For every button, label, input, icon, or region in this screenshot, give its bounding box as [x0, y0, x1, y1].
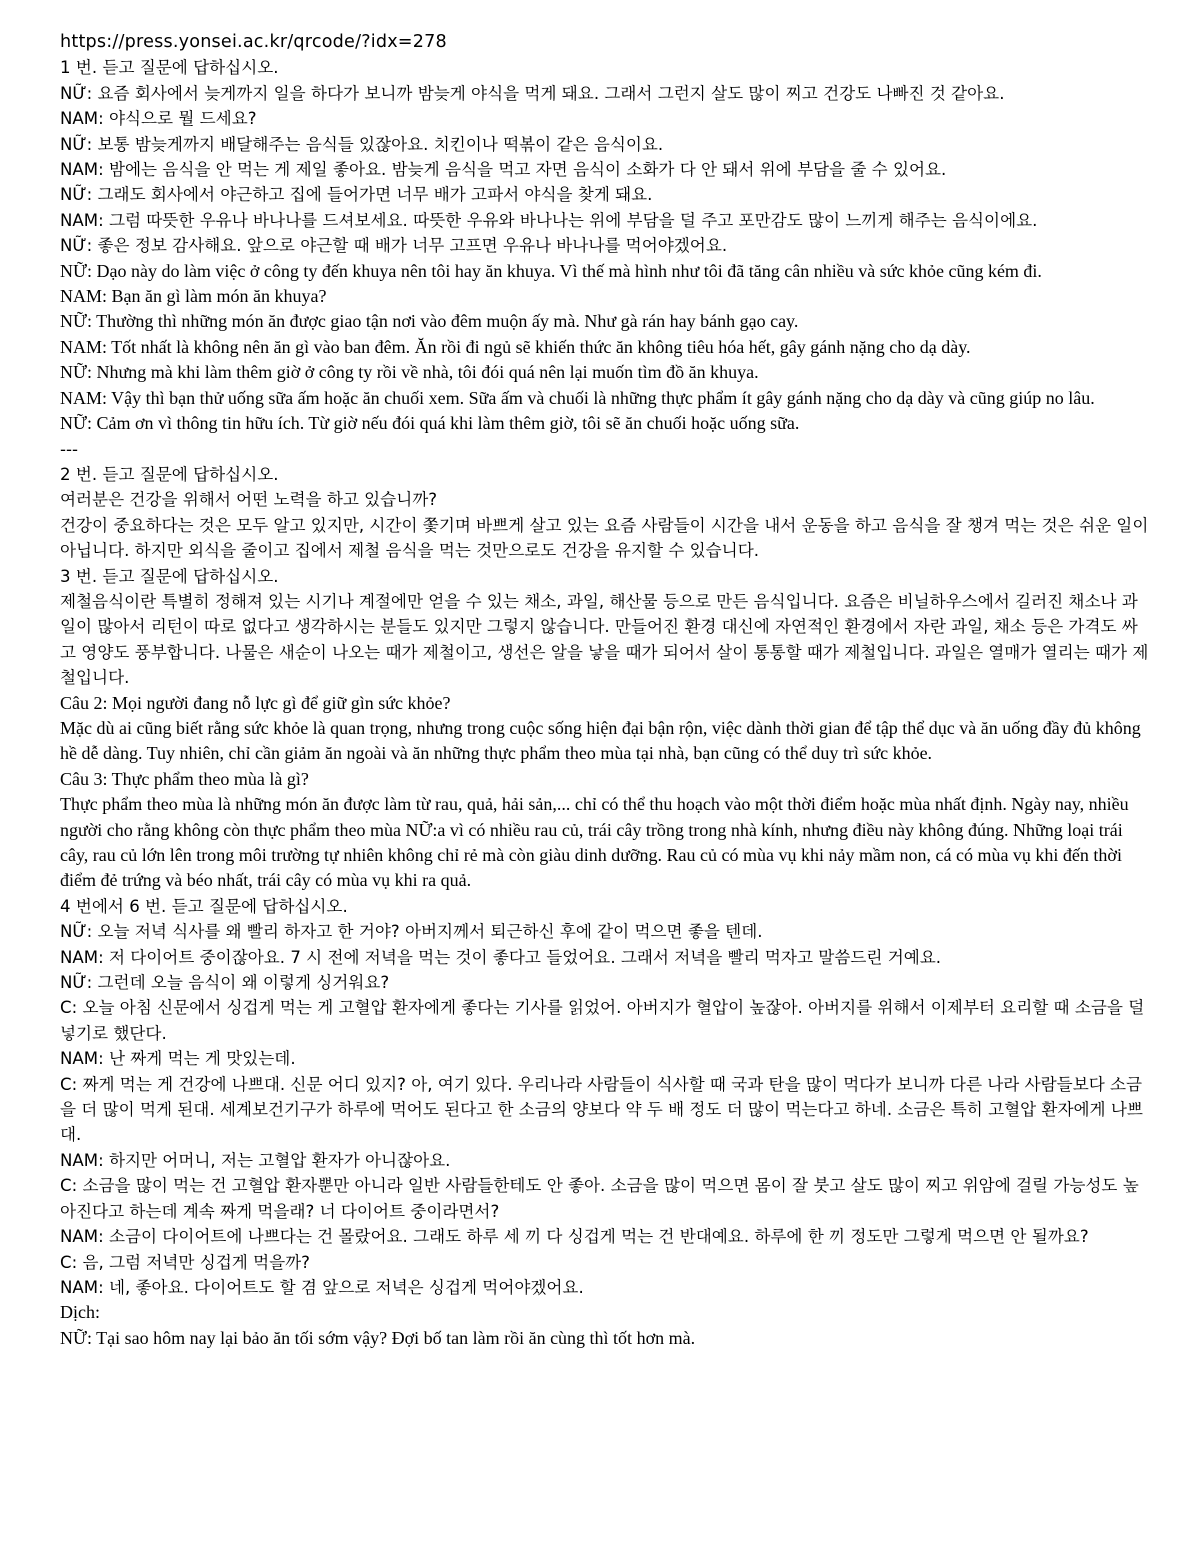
text-line: NỮ: Nhưng mà khi làm thêm giờ ở công ty rồi về nhà, tôi đói quá nên lại muốn tìm đồ ăn khuya.	[60, 362, 759, 383]
text-line: NỮ: Tại sao hôm nay lại bảo ăn tối sớm vậy? Đợi bố tan làm rồi ăn cùng thì tốt hơn mà.	[60, 1327, 696, 1348]
text-line: C: 음, 그럼 저녁만 싱겁게 먹을까?	[60, 1252, 310, 1272]
text-line: NỮ: Dạo này do làm việc ở công ty đến khuya nên tôi hay ăn khuya. Vì thế mà hình như tôi đã tăng cân nhiều và sức khỏe cũng kém đi.	[60, 260, 1042, 281]
text-line: NỮ: 요즘 회사에서 늦게까지 일을 하다가 보니까 밤늦게 야식을 먹게 돼요. 그래서 그런지 살도 많이 찌고 건강도 나빠진 것 같아요.	[60, 83, 1005, 103]
text-line: NỮ: 좋은 정보 감사해요. 앞으로 야근할 때 배가 너무 고프면 우유나 바나나를 먹어야겠어요.	[60, 236, 728, 256]
text-line: Thực phẩm theo mùa là những món ăn được làm từ rau, quả, hải sản,... chỉ có thể thu hoạch vào một thời điểm hoặc mùa nhất định. Ngày nay, nhiều người cho rằng không còn thực phẩm theo mùa NỮ:a vì có nhiều rau củ, trái cây trồng trong nhà kính, nhưng điều này không đúng. Những loại trái cây, rau củ lớn lên trong môi trường tự nhiên không chỉ rẻ mà còn giàu dinh dưỡng. Rau củ có mùa vụ khi nảy mầm non, cá có mùa vụ khi đến thời điểm đẻ trứng và béo nhất, trái cây có mùa vụ khi ra quả.	[60, 794, 1129, 891]
text-line: C: 짜게 먹는 게 건강에 나쁘대. 신문 어디 있지? 아, 여기 있다. 우리나라 사람들이 식사할 때 국과 탄을 많이 먹다가 보니까 다른 나라 사람들보다 소금을 더 많이 먹게 된대. 세계보건기구가 하루에 먹어도 된다고 한 소금의 양보다 약 두 배 정도 더 많이 먹는다고 하네. 소금은 특히 고혈압 환자에게 나쁘대.	[60, 1074, 1143, 1145]
text-line: NỮ: Thường thì những món ăn được giao tận nơi vào đêm muộn ấy mà. Như gà rán hay bánh gạo cay.	[60, 311, 799, 332]
qrcode-url-line: https://press.yonsei.ac.kr/qrcode/?idx=278	[60, 32, 447, 52]
document-page	[60, 30, 1150, 1351]
text-line: NỮ: 그런데 오늘 음식이 왜 이렇게 싱거워요?	[60, 973, 390, 993]
text-line: C: 오늘 아침 신문에서 싱겁게 먹는 게 고혈압 환자에게 좋다는 기사를 읽었어. 아버지가 혈압이 높잖아. 아버지를 위해서 이제부터 요리할 때 소금을 덜 넣기로 했단다.	[60, 998, 1145, 1043]
text-line: NAM: 네, 좋아요. 다이어트도 할 겸 앞으로 저녁은 싱겁게 먹어야겠어요.	[60, 1277, 584, 1297]
text-line: NAM: Vậy thì bạn thử uống sữa ấm hoặc ăn chuối xem. Sữa ấm và chuối là những thực phẩm ít gây gánh nặng cho dạ dày và cũng giúp no lâu.	[60, 387, 1095, 408]
text-line: NAM: 난 짜게 먹는 게 맛있는데.	[60, 1049, 296, 1069]
text-line: NAM: 하지만 어머니, 저는 고혈압 환자가 아니잖아요.	[60, 1150, 451, 1170]
text-line: NỮ: 오늘 저녁 식사를 왜 빨리 하자고 한 거야? 아버지께서 퇴근하신 후에 같이 먹으면 좋을 텐데.	[60, 922, 763, 942]
text-line: NAM: 야식으로 뭘 드세요?	[60, 109, 257, 129]
text-line: Dịch:	[60, 1302, 100, 1323]
text-line: NAM: 밤에는 음식을 안 먹는 게 제일 좋아요. 밤늦게 음식을 먹고 자면 음식이 소화가 다 안 돼서 위에 부담을 줄 수 있어요.	[60, 160, 947, 180]
text-line: 여러분은 건강을 위해서 어떤 노력을 하고 있습니까?	[60, 490, 438, 510]
text-line: NAM: 소금이 다이어트에 나쁘다는 건 몰랐어요. 그래도 하루 세 끼 다 싱겁게 먹는 건 반대예요. 하루에 한 끼 정도만 그렇게 먹으면 안 될까요?	[60, 1227, 1089, 1247]
text-line: NAM: Bạn ăn gì làm món ăn khuya?	[60, 286, 327, 307]
text-line: Mặc dù ai cũng biết rằng sức khỏe là quan trọng, nhưng trong cuộc sống hiện đại bận rộn, việc dành thời gian để tập thể dục và ăn uống đầy đủ không hề dễ dàng. Tuy nhiên, chỉ cần giảm ăn ngoài và ăn những thực phẩm theo mùa tại nhà, bạn cũng có thể duy trì sức khỏe.	[60, 717, 1141, 764]
text-line: ---	[60, 439, 78, 459]
text-line: 2 번. 듣고 질문에 답하십시오.	[60, 464, 279, 484]
text-line: Câu 2: Mọi người đang nỗ lực gì để giữ gìn sức khỏe?	[60, 692, 451, 713]
text-line: Câu 3: Thực phẩm theo mùa là gì?	[60, 768, 309, 789]
text-line: NỮ: 그래도 회사에서 야근하고 집에 들어가면 너무 배가 고파서 야식을 찾게 돼요.	[60, 185, 653, 205]
text-line: NAM: 그럼 따뜻한 우유나 바나나를 드셔보세요. 따뜻한 우유와 바나나는 위에 부담을 덜 주고 포만감도 많이 느끼게 해주는 음식이에요.	[60, 210, 1038, 230]
text-line: NAM: Tốt nhất là không nên ăn gì vào ban đêm. Ăn rồi đi ngủ sẽ khiến thức ăn không tiêu hóa hết, gây gánh nặng cho dạ dày.	[60, 336, 971, 357]
text-line: NAM: 저 다이어트 중이잖아요. 7 시 전에 저녁을 먹는 것이 좋다고 들었어요. 그래서 저녁을 빨리 먹자고 말씀드린 거예요.	[60, 947, 942, 967]
text-line: 제철음식이란 특별히 정해져 있는 시기나 계절에만 얻을 수 있는 채소, 과일, 해산물 등으로 만든 음식입니다. 요즘은 비닐하우스에서 길러진 채소나 과일이 많아서 리턴이 따로 없다고 생각하시는 분들도 있지만 그렇지 않습니다. 만들어진 환경 대신에 자연적인 환경에서 자란 과일, 채소 등은 가격도 싸고 영양도 풍부합니다. 나물은 새순이 나오는 때가 제철이고, 생선은 알을 낳을 때가 되어서 살이 통통할 때가 제철입니다. 과일은 열매가 열리는 때가 제철입니다.	[60, 591, 1149, 688]
text-line: 건강이 중요하다는 것은 모두 알고 있지만, 시간이 쫓기며 바쁘게 살고 있는 요즘 사람들이 시간을 내서 운동을 하고 음식을 잘 챙겨 먹는 것은 쉬운 일이 아닙니다. 하지만 외식을 줄이고 집에서 제철 음식을 먹는 것만으로도 건강을 유지할 수 있습니다.	[60, 515, 1149, 561]
text-line: 1 번. 듣고 질문에 답하십시오.	[60, 58, 279, 78]
text-line: NỮ: Cảm ơn vì thông tin hữu ích. Từ giờ nếu đói quá khi làm thêm giờ, tôi sẽ ăn chuối hoặc uống sữa.	[60, 413, 800, 434]
text-line: C: 소금을 많이 먹는 건 고혈압 환자뿐만 아니라 일반 사람들한테도 안 좋아. 소금을 많이 먹으면 몸이 잘 붓고 살도 많이 찌고 위암에 걸릴 가능성도 높아진다고 하는데 계속 짜게 먹을래? 너 다이어트 중이라면서?	[60, 1176, 1139, 1221]
text-line: 4 번에서 6 번. 듣고 질문에 답하십시오.	[60, 896, 348, 916]
text-line: NỮ: 보통 밤늦게까지 배달해주는 음식들 있잖아요. 치킨이나 떡볶이 같은 음식이요.	[60, 134, 664, 154]
text-line: 3 번. 듣고 질문에 답하십시오.	[60, 566, 279, 586]
